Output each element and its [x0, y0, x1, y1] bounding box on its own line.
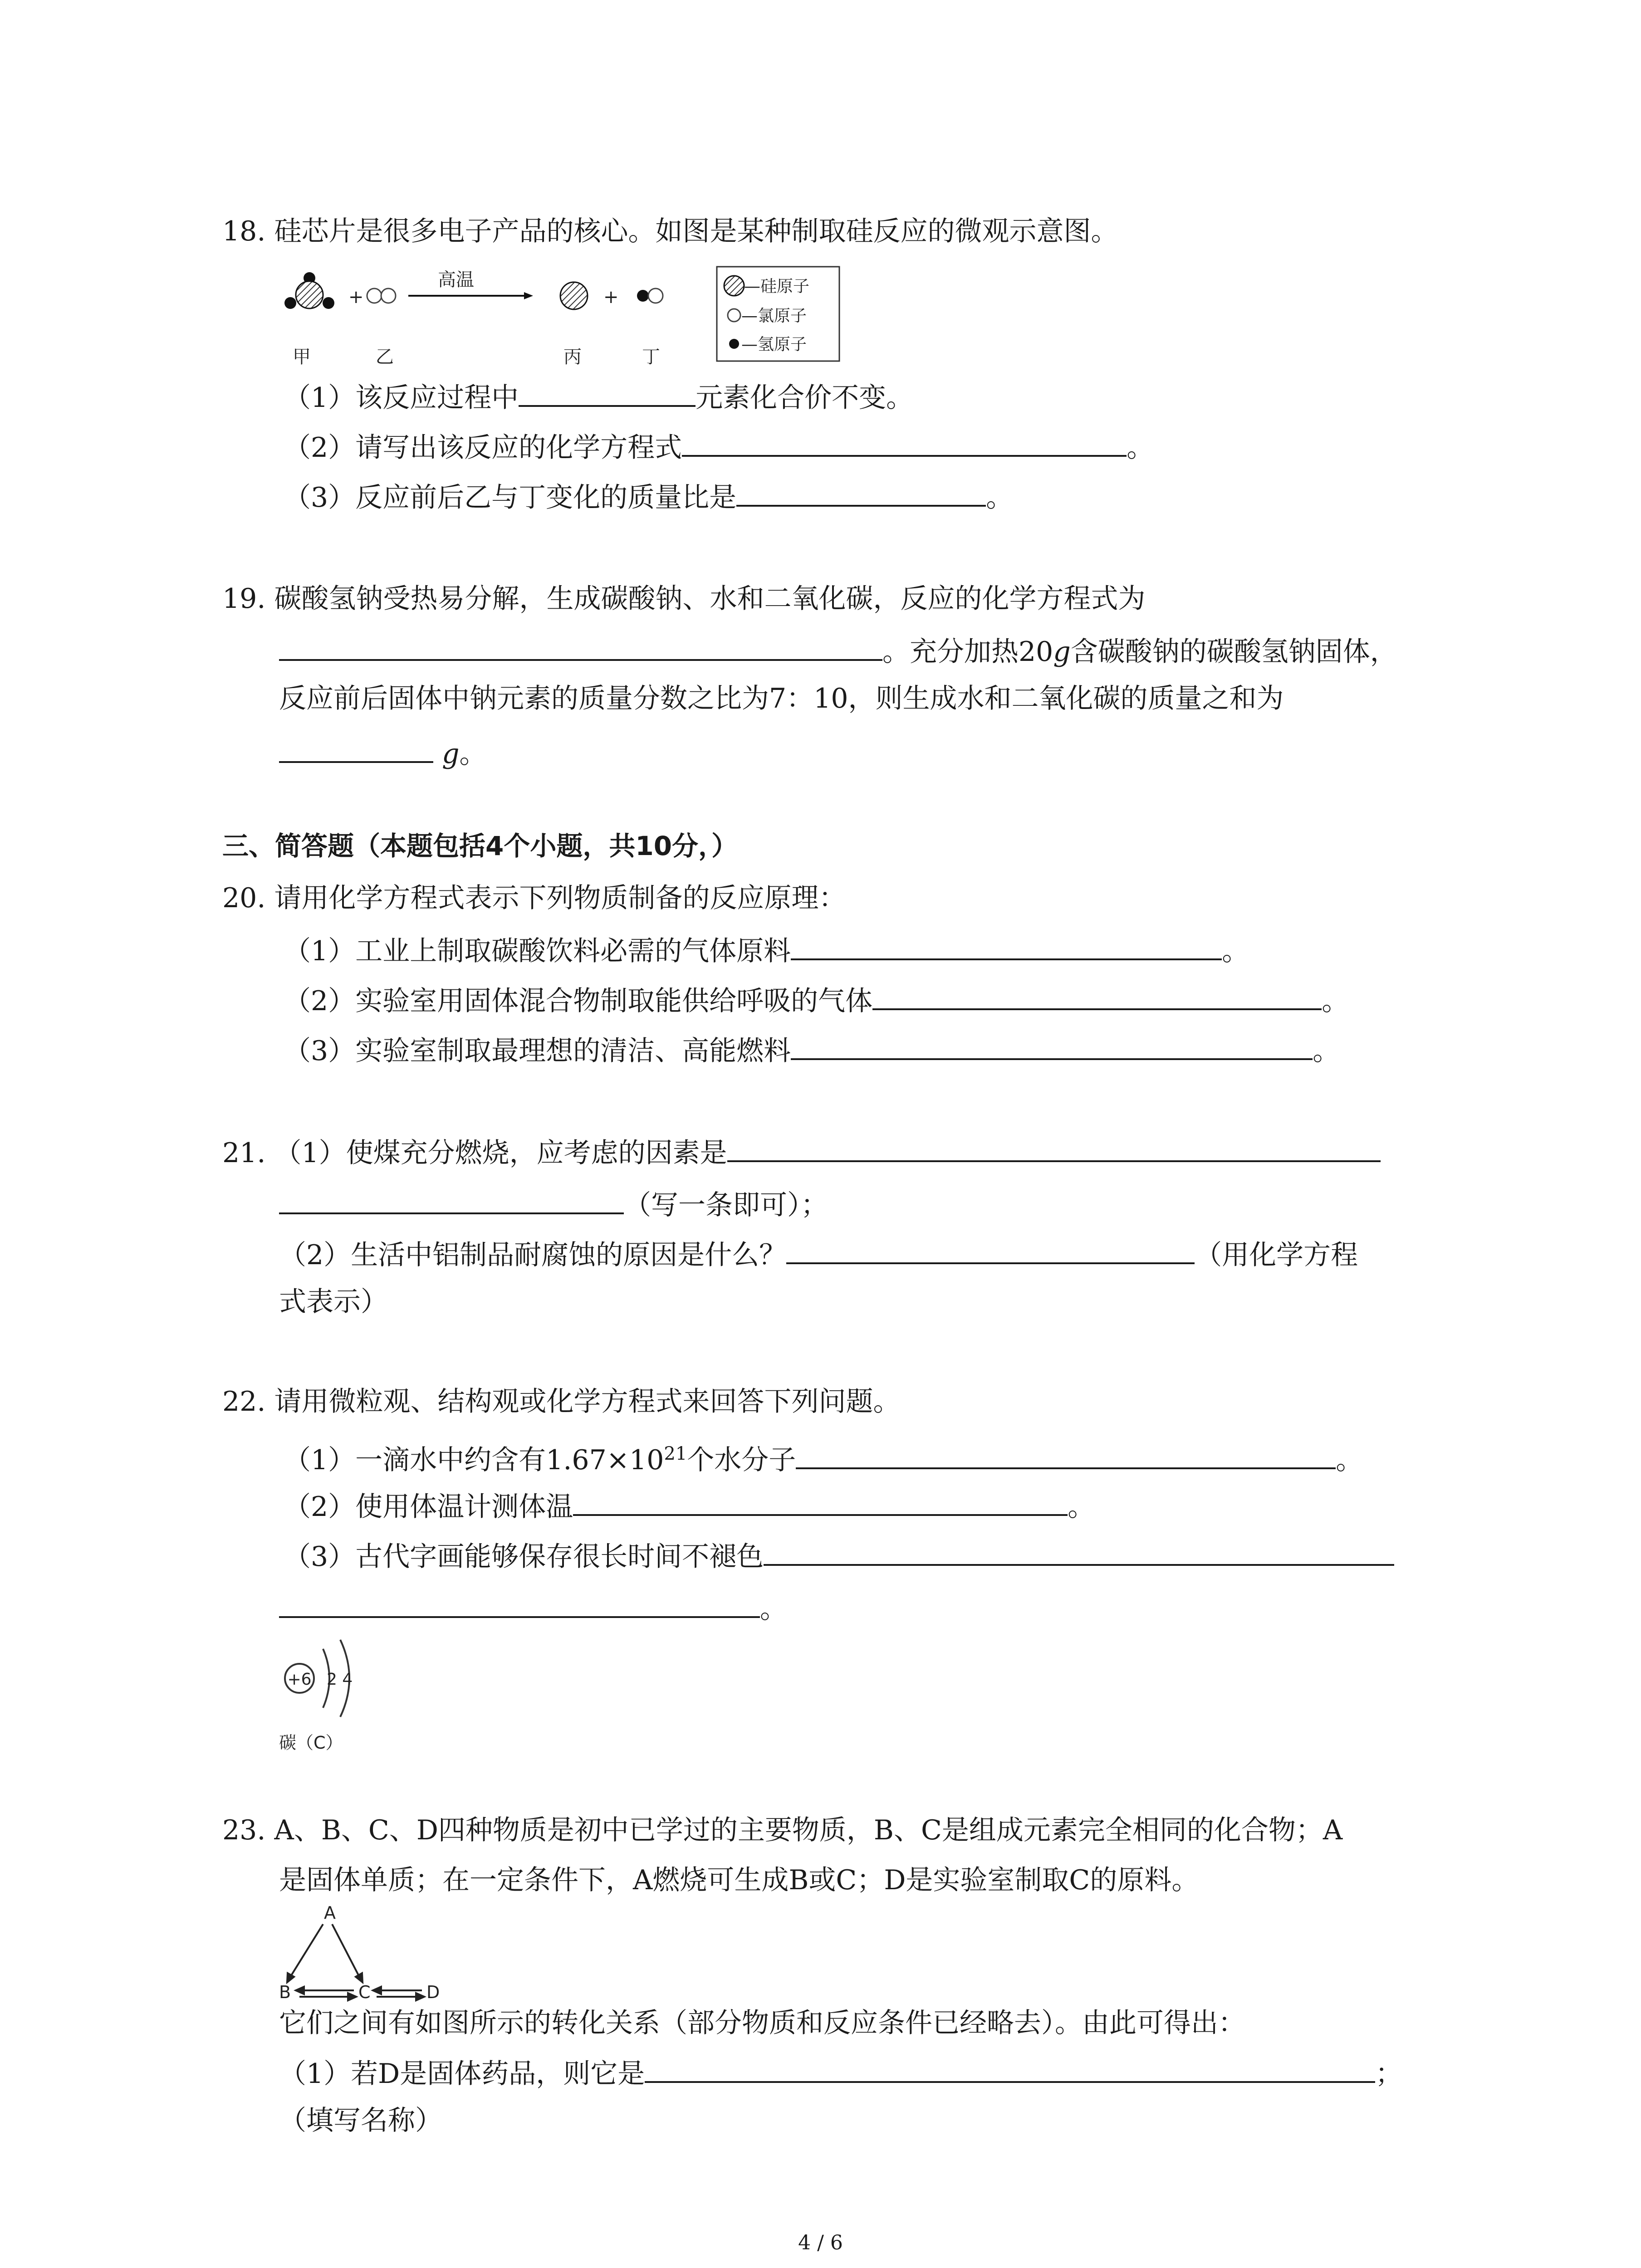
- legend: [717, 267, 839, 361]
- answer-blank[interactable]: [682, 429, 1127, 457]
- q18-part3: （3）反应前后乙与丁变化的质量比是 。: [284, 479, 1013, 516]
- q18-part2: （2）请写出该反应的化学方程式 。: [284, 429, 1154, 466]
- q19-line2: 。充分加热20g含碳酸钠的碳酸氢钠固体，: [279, 633, 1397, 670]
- answer-blank[interactable]: [786, 1236, 1195, 1264]
- q22-part3-cont: 。: [279, 1590, 787, 1627]
- q20-stem: 20. 请用化学方程式表示下列物质制备的反应原理：: [222, 882, 846, 914]
- molecule-jia: [284, 272, 334, 309]
- q20-part2: （2）实验室用固体混合物制取能供给呼吸的气体 。: [284, 982, 1349, 1019]
- q22-stem: 22. 请用微粒观、结构观或化学方程式来回答下列问题。: [222, 1386, 901, 1418]
- molecule-yi: [367, 288, 396, 303]
- arrow-condition: 高温: [438, 269, 474, 290]
- answer-blank[interactable]: [872, 982, 1322, 1010]
- molecule-ding: [637, 288, 663, 303]
- q18-stem-line: [222, 213, 1118, 249]
- label-ding: 丁: [642, 347, 660, 367]
- q20-part1: （1）工业上制取碳酸饮料必需的气体原料 。: [284, 932, 1249, 969]
- node-b: B: [279, 1982, 291, 2002]
- node-c: C: [358, 1982, 371, 2002]
- atom-nucleus: +6: [287, 1670, 312, 1689]
- q18-part1: （1）该反应过程中 元素化合价不变。: [284, 379, 913, 416]
- q22-part1: （1）一滴水中约含有$1.67\times 10^{21}$个水分子 。: [284, 1436, 1363, 1478]
- question-number: 21.: [222, 1137, 266, 1169]
- answer-blank[interactable]: [279, 633, 882, 661]
- plus-sign: +: [348, 287, 364, 308]
- arrow-icon: [408, 292, 533, 299]
- section-heading: 三、简答题（本题包括4个小题，共10分，）: [222, 831, 738, 861]
- conversion-diagram: [272, 1901, 463, 2005]
- q23-part1: （1）若D是固体药品，则它是 ；: [279, 2055, 1402, 2092]
- answer-blank[interactable]: [796, 1441, 1336, 1469]
- answer-blank[interactable]: [764, 1538, 1394, 1566]
- question-number: 22.: [222, 1386, 266, 1418]
- legend-hydrogen: —氢原子: [741, 335, 807, 354]
- answer-blank[interactable]: [279, 735, 433, 763]
- answer-blank[interactable]: [519, 379, 696, 407]
- legend-chlorine: —氯原子: [741, 307, 807, 325]
- molecule-bing: [560, 282, 588, 309]
- answer-blank[interactable]: [727, 1134, 1381, 1162]
- reaction-diagram: [272, 263, 862, 372]
- answer-blank[interactable]: [736, 479, 986, 507]
- q19-line4: g。: [279, 735, 487, 772]
- answer-blank[interactable]: [573, 1488, 1068, 1516]
- node-a: A: [324, 1903, 336, 1923]
- q23-line1: 23. A、B、C、D四种物质是初中已学过的主要物质，B、C是组成元素完全相同的化合物；A: [222, 1814, 1343, 1846]
- q21-part2-cont: 式表示）: [279, 1286, 388, 1318]
- label-jia: 甲: [293, 347, 311, 367]
- answer-blank[interactable]: [791, 932, 1222, 960]
- q21-part1-cont: （写一条即可）；: [279, 1186, 828, 1223]
- q23-line2: 是固体单质；在一定条件下，A燃烧可生成B或C；D是实验室制取C的原料。: [279, 1864, 1199, 1896]
- label-bing: 丙: [563, 347, 582, 367]
- question-number: 18.: [222, 215, 266, 247]
- q21-part1: 21. （1）使煤充分燃烧，应考虑的因素是: [222, 1134, 1381, 1171]
- q19-line3: 反应前后固体中钠元素的质量分数之比为7：10，则生成水和二氧化碳的质量之和为: [279, 683, 1284, 714]
- atom-caption: 碳（C）: [279, 1733, 343, 1753]
- q23-part1-note: （填写名称）: [279, 2105, 442, 2136]
- question-number: 19.: [222, 583, 266, 615]
- q20-part3: （3）实验室制取最理想的清洁、高能燃料 。: [284, 1032, 1340, 1069]
- answer-blank[interactable]: [279, 1590, 760, 1618]
- q19-line1: 19. 碳酸氢钠受热易分解，生成碳酸钠、水和二氧化碳，反应的化学方程式为: [222, 583, 1146, 615]
- question-text: 硅芯片是很多电子产品的核心。如图是某种制取硅反应的微观示意图。: [274, 215, 1118, 247]
- question-number: 20.: [222, 882, 266, 914]
- q22-part3: （3）古代字画能够保存很长时间不褪色: [284, 1538, 1394, 1575]
- q21-part2: （2）生活中铝制品耐腐蚀的原因是什么？ （用化学方程: [279, 1236, 1358, 1273]
- answer-blank[interactable]: [645, 2055, 1375, 2083]
- answer-blank[interactable]: [791, 1032, 1313, 1060]
- atom-shell-electrons: 2 4: [327, 1670, 353, 1689]
- q22-part2: （2）使用体温计测体温 。: [284, 1488, 1095, 1525]
- plus-sign: +: [603, 287, 619, 308]
- q23-line3: 它们之间有如图所示的转化关系（部分物质和反应条件已经略去）。由此可得出：: [279, 2007, 1245, 2039]
- question-number: 23.: [222, 1814, 266, 1846]
- page-number: 4 / 6: [798, 2231, 843, 2254]
- node-d: D: [426, 1982, 440, 2002]
- answer-blank[interactable]: [279, 1186, 624, 1214]
- carbon-atom-diagram: [272, 1628, 390, 1760]
- label-yi: 乙: [376, 347, 394, 367]
- legend-silicon: —硅原子: [744, 277, 810, 296]
